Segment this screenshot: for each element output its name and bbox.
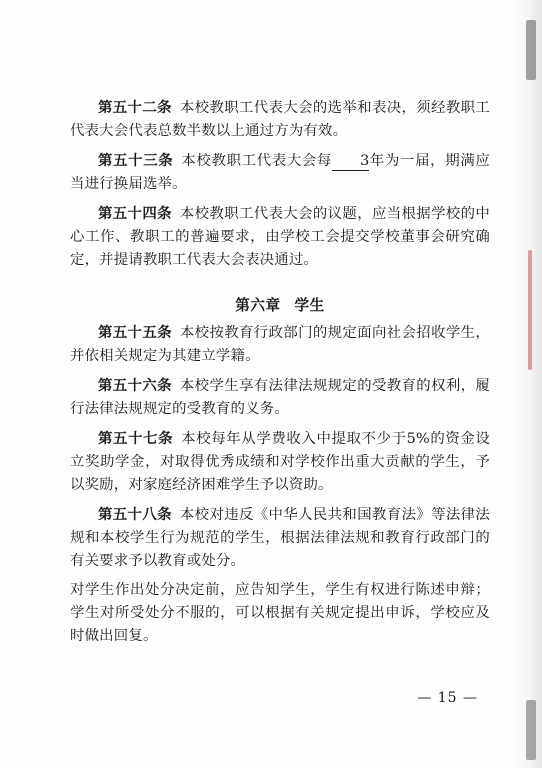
- article-text: 本校按教育行政部门的规定面向社会招收学生，并依相关规定为其建立学籍。: [70, 325, 490, 364]
- article-label: 第五十八条: [98, 506, 172, 523]
- document-body: [70, 96, 490, 650]
- article-text: 年为一届，期满应当进行换届选举。: [70, 153, 490, 192]
- article-58: [70, 503, 490, 573]
- article-52: [70, 96, 490, 143]
- chapter-number: 第六章: [235, 297, 281, 314]
- article-label: 第五十三条: [98, 152, 174, 169]
- article-label: 第五十五条: [98, 324, 172, 341]
- article-text: 本校每年从学费收入中提取不少于5%的资金设立奖助学金，对取得优秀成绩和对学校作出重大贡献的学生，予以奖励，对家庭经济困难学生予以资助。: [70, 431, 490, 493]
- page-number: — 15 —: [417, 690, 478, 706]
- article-label: 第五十六条: [98, 377, 172, 394]
- article-text: 本校教职工代表大会的议题，应当根据学校的中心工作、教职工的普遍要求，由学校工会提交学校董事会研究确定，并提请教职工代表大会表决通过。: [70, 206, 490, 268]
- article-text: 本校教职工代表大会每: [181, 153, 333, 169]
- article-label: 第五十四条: [98, 205, 172, 222]
- article-text: 本校对违反《中华人民共和国教育法》等法律法规和本校学生行为规范的学生，根据法律法规和教育行政部门的有关要求予以教育或处分。: [70, 507, 490, 569]
- chapter-heading: [70, 294, 490, 317]
- article-54: [70, 202, 490, 272]
- scan-edge-mark: [528, 250, 532, 370]
- article-label: 第五十二条: [98, 99, 172, 116]
- scan-edge-mark: [526, 20, 536, 80]
- article-57: [70, 427, 490, 497]
- chapter-title: 学生: [294, 297, 325, 314]
- article-55: [70, 321, 490, 368]
- filled-blank: 3: [332, 152, 369, 171]
- scan-edge-shadow: [514, 0, 542, 768]
- article-58-continuation: 对学生作出处分决定前，应告知学生，学生有权进行陈述申辩；学生对所受处分不服的，可以根据有关规定提出申诉，学校应及时做出回复。: [70, 582, 490, 644]
- scan-edge-mark: [526, 700, 536, 760]
- article-label: 第五十七条: [98, 430, 174, 447]
- article-text: 本校学生享有法律法规规定的受教育的权利，履行法律法规规定的受教育的义务。: [70, 378, 490, 417]
- article-56: [70, 374, 490, 421]
- article-53: [70, 149, 490, 196]
- article-text: 本校教职工代表大会的选举和表决，须经教职工代表大会代表总数半数以上通过方为有效。: [70, 100, 490, 139]
